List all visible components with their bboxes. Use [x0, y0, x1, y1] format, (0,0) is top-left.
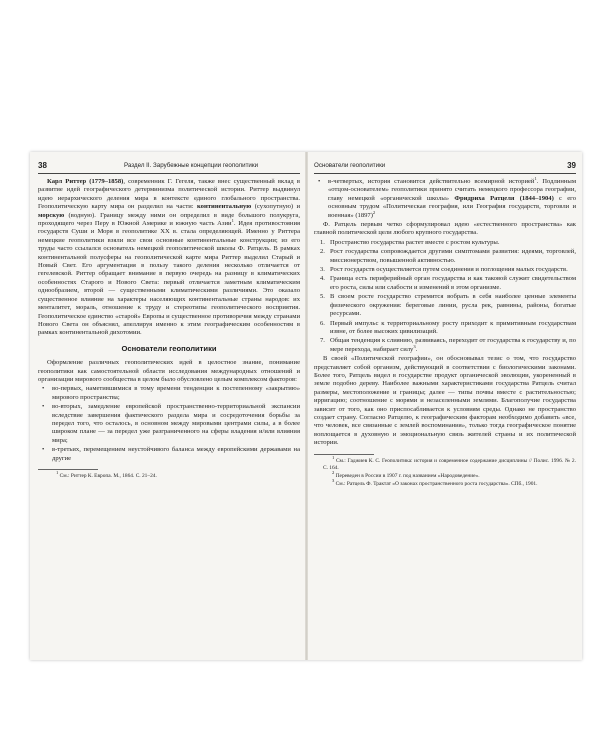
item-number: 7. — [320, 337, 325, 345]
footnote — [314, 469, 576, 480]
item-number: 2. — [320, 248, 325, 256]
numbered-item — [314, 239, 576, 247]
item-text: Пространство государства растет вместе с ростом культуры. — [330, 238, 500, 246]
numbered-item — [314, 293, 576, 318]
right-page-body — [314, 175, 576, 488]
paragraph-state-organism: В своей «Политической географии», он обосновывал тезис о том, что государство представляет собой организм, действующий в соответствии с биологическими законами. Более того, Ратцель видел в государстве продукт органической эволюции, укорененный в земле подобно дереву. Наиболее важными характеристиками государства Ратцель считал размеры, местоположение и границы; далее — типы почвы вместе с растительностью; ирригацию; соотношение с морями и незаселенными землями. Благополучие государства зависит от того, как оно приспосабливается к условиям среды. Однако не пространство создает страну. Согласно Ратцелю, к географическим факторам необходимо добавить «все, что человек, все связанные с землей воспоминания», только тогда географическое понятие воплощается в духовную и эмоциональную связь жителей страны и их политической истории. — [314, 355, 576, 447]
footnote-number: 2 — [332, 469, 335, 475]
paragraph-ratzel-space: Ф. Ратцель первым четко сформулировал идею «естественного пространства» как главной политической цели любого крупного государства. — [314, 221, 576, 237]
footnote-number: 1 — [56, 470, 59, 476]
item-text: Рост государств осуществляется путем соединения и поглощения малых государств. — [330, 266, 568, 274]
footnote — [314, 454, 576, 472]
item-text: Рост государства сопровождается другими симптомами развития: идеями, торговлей, миссионерством, повышенной активностью. — [330, 248, 576, 264]
right-page-number: 39 — [567, 161, 576, 170]
left-page-body — [38, 178, 300, 480]
item-text: Граница есть периферийный орган государства и как таковой служит свидетельством его роста, силы или слабости и изменений в этом организме. — [330, 275, 576, 291]
footnote-text: См.: Ратцель Ф. Трактат «О законах пространственного роста государства». СПб., 1901. — [335, 480, 538, 487]
numbered-item — [314, 266, 576, 274]
item-number: 1. — [320, 238, 325, 246]
item-number: 6. — [320, 319, 325, 327]
factors-list — [38, 385, 300, 463]
list-item-text: в-третьих, перемещением неустойчивого баланса между европейскими державами на другие — [52, 446, 300, 462]
bullet-mark: • — [318, 178, 321, 185]
footnote-ref: 1 — [534, 175, 537, 181]
footnote-number: 3 — [332, 477, 335, 483]
ritter-name: Карл Риттер (1779–1858) — [47, 178, 124, 185]
bullet-mark: • — [42, 385, 45, 393]
footnote-ref: 2 — [372, 209, 376, 215]
left-page — [38, 160, 300, 481]
paragraph-text: , современник Г. Гегеля, также внес существенный вклад в развитие идей географического детерминизма политической истории. Риттер выдвинул идею иерархического деления мира в контексте единого глобального пространства. Геополитическую карту мира он разделил на части: — [38, 178, 300, 211]
item-text: В своем росте государство стремится вобрать в себя наиболее ценные элементы физического окружения: береговые линии, русла рек, равнины, районы, богатые ресурсами. — [330, 293, 576, 318]
bullet-mark: • — [42, 446, 45, 454]
left-running-head-title: Раздел II. Зарубежные концепции геополитики — [124, 162, 259, 169]
numbered-item — [314, 320, 576, 337]
list-item-text: с его основным трудом «Политическая география, или География государств, торговли и военная» (1897) — [328, 194, 576, 219]
ratzel-laws-list — [314, 239, 576, 354]
numbered-item: 7. Общая тенденция к слиянию, развиваясь, переходит от государства к государству и, по мере перехода, набирает силу$^3$. — [320, 337, 576, 353]
list-item — [38, 385, 300, 402]
left-running-header — [38, 160, 300, 174]
footnote — [38, 470, 300, 480]
footnote-rule — [314, 454, 374, 455]
term-continental: континентальную — [196, 203, 252, 211]
list-item-text: в-четвертых, история становится действительно всемирной историей — [328, 178, 535, 185]
left-page-number: 38 — [38, 161, 47, 170]
term-maritime: морскую — [38, 211, 65, 219]
footnote-ref: 1 — [231, 217, 234, 223]
footnote-text: Переведен в России в 1907 г. под названием «Народоведение». — [335, 472, 480, 479]
item-number: 5. — [320, 293, 325, 301]
footnote-number: 1 — [332, 454, 335, 460]
list-item — [38, 403, 300, 445]
numbered-item — [314, 275, 576, 292]
item-text: Первый импульс к территориальному росту приходит к примитивным государствам извне, от более высоких цивилизаций. — [330, 319, 576, 335]
paragraph-text: (сухопутную) и — [251, 203, 300, 211]
paragraph-text: . Идея противостояния государств Суши и Моря в геополитике XX в. стала определяющей. Именно у Риттера немецкие геополитики взяли все свои основные континентальные конструкции; из его труды часто ссылался основатель немецкой геополитической школы Ф. Ратцель. В рамках континентальной полусферы на геополитической карте мира Риттер выделил Старый и Новый Свет. Его аргументация в пользу такого деления несколько отличается от гегелевской. Риттер обращает внимание в первую очередь на разницу в климатических особенностях Старого и Нового Света: первый отличается заметным климатическим однообразием, второй — существенными климатическими различиями. Это оказало существенное влияние на характеры населяющих континентальные страны народов: их менталитет, мораль, отношение к труду и стереотипы геополитического восприятия. Геополитическое единство «старой» Европы и существенное противоречия между странами Нового Света он объяснял, апеллируя именно к этим географическим особенностям в рамках континентальной дихотомии. — [38, 220, 301, 337]
list-item — [38, 446, 300, 463]
footnote-text: Cм.: Риттер К. Европа. М., 1864. С. 21–24. — [59, 473, 157, 479]
numbered-item — [314, 248, 576, 265]
paragraph-factors: Оформление различных геополитических идей в целостное знание, понимание геополитики как самостоятельной области исследования международных отношений и организации мирового сообщества в целом было обусловлено целым комплексом факторов: — [38, 359, 300, 383]
right-running-head-title: Основатели геополитики — [314, 162, 386, 169]
list-item-text: во-вторых, замедление европейской пространственно-территориальной экспансии вследствие завершения фактического раздела мира и сосредоточения борьбы за передел того, что осталось, в основном между мировыми центрами силы, а в более широком плане — за передел уже разграниченного на сферы владения и/или влияния мира; — [52, 403, 300, 444]
footnote — [314, 477, 576, 488]
list-item — [314, 175, 576, 220]
item-text: Общая тенденция к слиянию, развиваясь, переходит от государства к государству и, по мере перехода, набирает силу — [330, 337, 576, 353]
right-page — [314, 160, 576, 489]
footnote-ref: 3 — [413, 343, 416, 349]
list-item-text: во-первых, наметившимися в тому времени тенденции к постепенному «закрытию» мирового пространства; — [52, 385, 300, 401]
book-gutter — [305, 152, 308, 660]
book-spread — [30, 152, 582, 660]
item-number: 4. — [320, 275, 325, 283]
list-item-text: . Подлинным «отцом-основателем» геополитики принято считать немецкого профессора географии, главу немецкой «органической школы» — [328, 178, 576, 202]
footnote-text: См.: Гаджиев К. С. Геополитика: история и современное содержание дисциплины // Полис. 1996. № 2. С. 164. — [323, 457, 576, 471]
right-running-header — [314, 160, 576, 174]
paragraph-ritter — [38, 178, 300, 338]
footnote-rule — [38, 469, 98, 470]
factors-list-continued — [314, 175, 576, 220]
section-heading: Основатели геополитики — [121, 343, 217, 353]
paragraph-text: (водную). Границу между ними он определил в виде большого полукруга, проходящего через Перу в Южной Америке и южную часть Азии — [38, 211, 300, 228]
ratzel-name: Фридриха Ратцеля (1844–1904) — [454, 194, 554, 202]
item-number: 3. — [320, 266, 325, 274]
bullet-mark: • — [42, 403, 45, 411]
